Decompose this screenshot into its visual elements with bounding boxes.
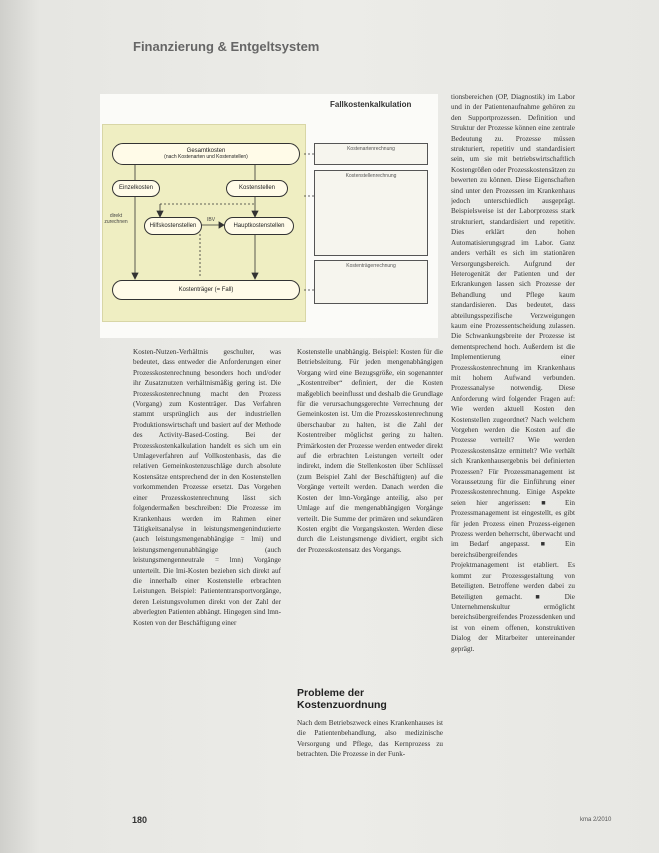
text-middle: Kostenstelle unabhängig. Beispiel: Kosten für die Betriebsleitung. Für jeden mengenabhängigen Vorgang wird eine Bezugsgröße, ein sogenannter „Kostentreiber“ definiert, der die Kosten maßgeblich beeinflusst und deshalb die Grundlage für die verursachungsgerechte Verrechnung der Gemeinkosten ist. Um die Prozesskostenrechnung überschaubar zu halten, ist die Zahl der Kostentreiber möglichst gering zu halten. Primärkosten der Prozesse werden entweder direkt auf die erbrachten Leistungen verteilt oder indirekt, indem die Stellenkosten über Schlüssel (zum Beispiel Zahl der Beschäftigten) auf die Vorgänge verteilt werden. Danach werden die Kosten der lmn-Vorgänge anteilig, also per Umlage auf die mengenabhängigen Vorgänge verteilt. Die Summe der primären und sekundären Kosten ergibt die Vorgangskosten. Werden diese durch die Leistungsmenge dividiert, ergibt sich der Prozesskostensatz des Vorgangs. [297, 348, 443, 554]
text-column-middle [297, 347, 443, 667]
footer-issue: kma 2/2010 [580, 817, 612, 823]
page-number: 180 [132, 815, 148, 825]
node-hauptkostenstellen: Hauptkostenstellen [224, 217, 294, 235]
node-hilfskostenstellen: Hilfskostenstellen [144, 217, 202, 235]
node-gesamtkosten-label: Gesamtkosten [186, 147, 226, 154]
section-header: Finanzierung & Entgeltsystem [133, 39, 320, 54]
text-middle-2: Nach dem Betriebszweck eines Krankenhauses ist die Patientenbehandlung, also medizinische Versorgung und Pflege, das Kernprozess zu betrachten. Die Prozesse in der Funk- [297, 719, 443, 759]
node-gesamtkosten-sub: (nach Kostenarten und Kostenstellen) [164, 153, 248, 160]
figure-title: Fallkostenkalkulation [330, 100, 412, 109]
text-column-middle-2 [297, 718, 443, 802]
box-kostenstellenrechnung: Kostenstellenrechnung [314, 170, 428, 256]
section-heading: Probleme der Kostenzuordnung [297, 687, 387, 711]
label-direkt: direkt zurechnen [104, 213, 128, 225]
text-column-right [451, 92, 575, 792]
box-kostenartenrechnung: Kostenartenrechnung [314, 143, 428, 165]
label-ibv: IBV [206, 217, 216, 223]
node-kostentraeger: Kostenträger (= Fall) [112, 280, 300, 300]
node-einzelkosten: Einzelkosten [112, 180, 160, 197]
text-column-left [133, 347, 281, 802]
text-left: Kosten-Nutzen-Verhältnis geschulter, was bedeutet, dass entweder die Anforderungen einer Prozesskostenrechnung besonders hoch und/oder ihr Zusatznutzen verhältnismäßig gering ist. Die Prozesskostenrechnung macht den Prozess (Vorgang) zum Kostenträger. Das Verfahren stammt ursprünglich aus der industriellen Produktionswirtschaft und basiert auf der Methode des Activity-Based-Costing. Bei der Prozesskostenkalkulation handelt es sich um ein Umlageverfahren auf Vollkostenbasis, das die relativen Gemeinkostenzuschläge durch absolute Kostensätze entsprechend der in den Kostenstellen vorkommenden Prozesse ersetzt. Das Vorgehen einer Prozesskostenrechnung lässt sich folgendermaßen beschreiben: Die Prozesse im Krankenhaus werden im Rahmen einer Tätigkeitsanalyse in leistungsmengeninduzierte (auch leistungsmengenabhängige = lmi) und leistungsmengenunabhängige (auch leistungsmengenneutrale = lmn) Vorgänge unterteilt. Die lmi-Kosten beziehen sich direkt auf die innerhalb einer Kostenstelle erbrachten Leistungen. Beispiel: Patiententransportvorgänge, deren Leistungsvolumen direkt von der Zahl der abverlegten Patienten abhängt. Hingegen sind lmn-Kosten von der Beschäftigung einer [133, 348, 281, 627]
node-kostenstellen: Kostenstellen [226, 180, 288, 197]
box-kostentraegerrechnung: Kostenträgerrechnung [314, 260, 428, 304]
node-gesamtkosten [112, 143, 300, 165]
text-right: tionsbereichen (OP, Diagnostik) im Labor und in der Patientenaufnahme gehören zu den Supportprozessen. Definition und Struktur der Prozesse können eine zentrale Bedeutung zu. Prozesse müssen strukturiert, repetitiv und standardisiert sein, um sie mit betriebswirtschaftlich Kostengrößen oder Prozesskostensätzen zu bewerten zu können. Diese Eigenschaften sind unter den Prozessen im Krankenhaus jedoch unterschiedlich ausgeprägt. Beispielsweise ist der Laborprozess stark strukturiert, standardisiert und repetitiv. Dies erklärt den hohen Automatisierungsgrad im Labor. Ganz anders verhält es sich im stationären Versorgungsbereich. Aufgrund der Heterogenität der Patienten und der Erkrankungen lassen sich Prozesse der Behandlung und Pflege kaum standardisieren. Das bedeutet, dass abteilungsspezifische Verzweigungen kaum eine Prozessentscheidung zulassen. Die Schwankungsbreite der Prozesse ist dementsprechend hoch. Außerdem ist die Implementierung einer Prozesskostenrechnung im Krankenhaus mit hohem Aufwand verbunden. Prozessanalyse notwendig. Diese Anforderung wird folgender Fragen auf: Wie werden aktuell Kosten den Kostenstellen zugeordnet? Nach welchem Vorgehen werden die Kosten auf die Prozesse verteilt? Wie werden Prozesskostensätze ermittelt? Wie verhält sich Krankenhausergebnis bei definierten Prozessen? Für Prozessmanagement ist Voraussetzung für die Einführung einer Prozesskostenrechnung. Einige Aspekte seien hier angerissen: ■ Ein Prozessmanagement ist eingestellt, es gibt für jeden Prozess einen Prozess-eigenen Prozess werden beherrscht, überwacht und im Bedarf angepasst. ■ Ein bereichsübergreifendes Projektmanagement ist etabliert. Es kommt zur Prozessgestaltung von Beteiligten. Betroffene werden dabei zu Beteiligten gemacht. ■ Die Unternehmenskultur ermöglicht bereichsübergreifendes Prozessdenken und ist von einem offenen, konstruktiven Dialog der Mitarbeiter untereinander geprägt. [451, 93, 575, 653]
